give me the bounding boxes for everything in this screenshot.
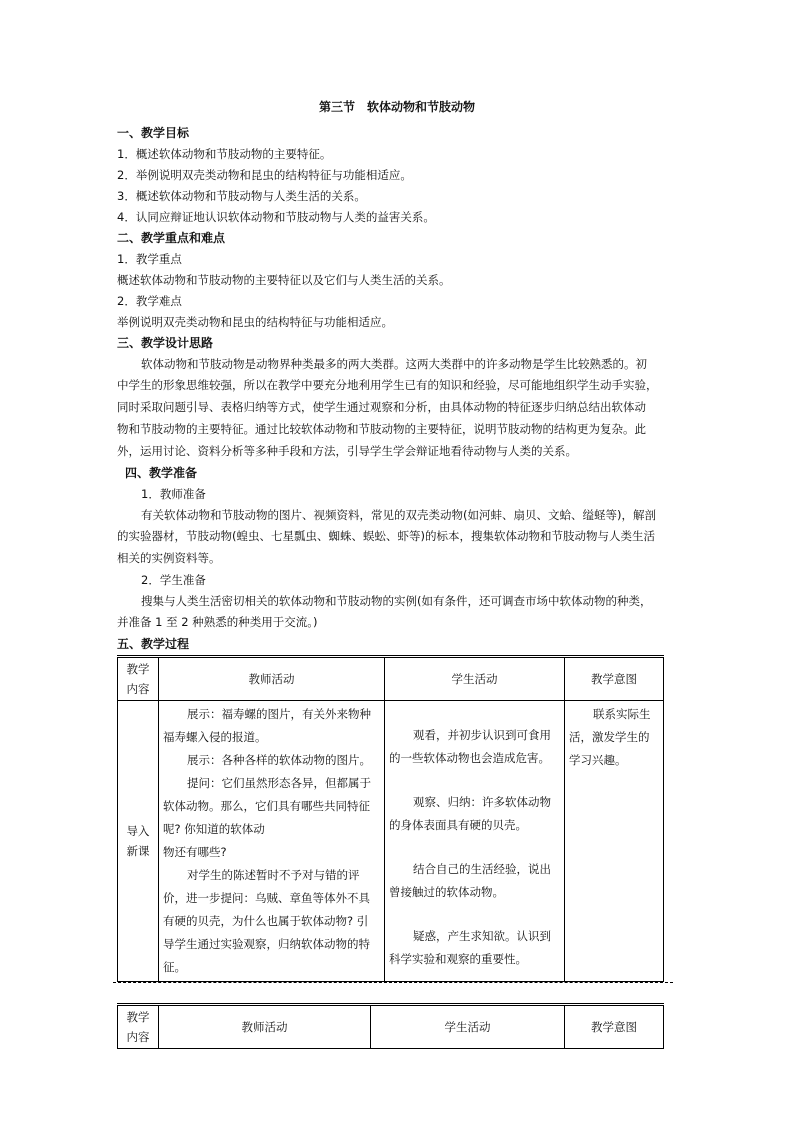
row-intent: 联系实际生 活，激发学生的 学习兴趣。 [565,701,664,982]
student-prep-line-2: 并准备 1 至 2 种熟悉的种类用于交流。) [117,615,318,629]
design-line-2: 中学生的形象思维较强，所以在教学中要充分地利用学生已有的知识和经验，尽可能地组织学生动手实验， [117,378,658,392]
student-prep-label: 2．学生准备 [141,573,206,587]
key-point-label: 1．教学重点 [117,252,182,266]
row-content: 导入 新课 [118,701,159,982]
header2-content: 教学 内容 [118,1005,159,1049]
section5-heading: 五、教学过程 [117,637,190,651]
process-table [117,655,664,982]
row-student: 观看，并初步认识到可食用 的一些软体动物也会造成危害。 观察、归纳：许多软体动物 的身体表面具有硬的贝壳。 结合自己的生活经验，说出 曾接触过的软体动物。 疑惑，产生求知欲。认识到 科学实验和观察的重要性。 [385,701,565,982]
row-teacher: 展示：福寿螺的图片，有关外来物种 福寿螺入侵的报道。 展示：各种各样的软体动物的图片。 提问：它们虽然形态各异，但都属于 软体动物。那么，它们具有哪些共同特征 呢? 你知道的软体动 物还有哪些? 对学生的陈述暂时不予对与错的评 价，进一步提问：乌贼、章鱼等体外不具 有硬的贝壳，为什么也属于软体动物? 引 导学生通过实验观察，归纳软体动物的特 征。 [159,701,385,982]
key-point-text: 概述软体动物和节肢动物的主要特征以及它们与人类生活的关系。 [117,273,451,287]
difficulty-text: 举例说明双壳类动物和昆虫的结构特征与功能相适应。 [117,315,393,329]
difficulty-label: 2．教学难点 [117,294,182,308]
header-intent: 教学意图 [565,657,664,701]
objective-1: 1．概述软体动物和节肢动物的主要特征。 [117,147,332,161]
design-line-3: 同时采取问题引导、表格归纳等方式，使学生通过观察和分析，由具体动物的特征逐步归纳总结出软体动 [117,400,646,414]
objective-2: 2．举例说明双壳类动物和昆虫的结构特征与功能相适应。 [117,168,412,182]
section3-heading: 三、教学设计思路 [117,336,214,350]
doc-title: 第三节 软体动物和节肢动物 [318,100,475,114]
process-table-continued [117,1003,664,1049]
section2-heading: 二、教学重点和难点 [117,231,226,245]
teacher-prep-line-3: 相关的实例资料等。 [117,551,221,565]
design-line-4: 物和节肢动物的主要特征。通过比较软体动物和节肢动物的主要特征，说明节肢动物的结构更为复杂。此 [117,422,646,436]
teacher-prep-line-1: 有关软体动物和节肢动物的图片、视频资料，常见的双壳类动物(如河蚌、扇贝、文蛤、缢蛏等)，解剖 [141,508,656,522]
design-line-5: 外，运用讨论、资料分析等多种手段和方法，引导学生学会辩证地看待动物与人类的关系。 [117,444,577,458]
objective-4: 4．认同应辩证地认识软体动物和节肢动物与人类的益害关系。 [117,210,435,224]
header2-intent: 教学意图 [565,1005,664,1049]
student-prep-line-1: 搜集与人类生活密切相关的软体动物和节肢动物的实例(如有条件，还可调查市场中软体动物的种类， [141,594,652,608]
section4-heading: 四、教学准备 [125,466,198,480]
document [117,98,677,1049]
teacher-prep-line-2: 的实验器材，节肢动物(蝗虫、七星瓢虫、蜘蛛、蜈蚣、虾等)的标本，搜集软体动物和节肢动物与人类生活 [117,529,655,543]
design-line-1: 软体动物和节肢动物是动物界种类最多的两大类群。这两大类群中的许多动物是学生比较熟悉的。初 [141,357,647,371]
header2-teacher: 教师活动 [159,1005,371,1049]
header2-student: 学生活动 [371,1005,565,1049]
page-break-line [113,982,673,983]
objective-3: 3．概述软体动物和节肢动物与人类生活的关系。 [117,189,366,203]
header-teacher: 教师活动 [159,657,385,701]
teacher-prep-label: 1．教师准备 [141,487,206,501]
header-content: 教学 内容 [118,657,159,701]
header-student: 学生活动 [385,657,565,701]
section1-heading: 一、教学目标 [117,126,190,140]
